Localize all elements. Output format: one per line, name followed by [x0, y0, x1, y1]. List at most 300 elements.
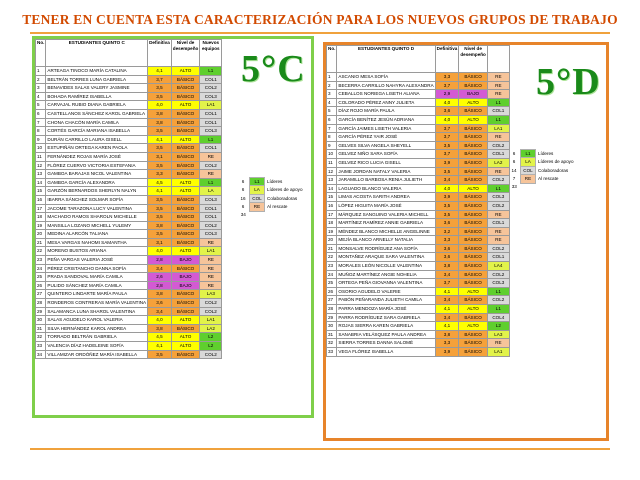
student-name: JACOME TARAZONA LUCY VALENTINA — [46, 204, 148, 213]
table-row — [327, 330, 510, 339]
final-grade: 3,7 — [435, 124, 459, 133]
legend-row — [237, 194, 305, 202]
row-num: 29 — [36, 307, 46, 316]
row-num: 8 — [36, 127, 46, 136]
final-grade: 4,0 — [148, 247, 172, 256]
performance-level: BÁSICO — [171, 213, 200, 222]
final-grade: 3,1 — [148, 152, 172, 161]
row-num: 15 — [36, 187, 46, 196]
row-num: 6 — [327, 115, 337, 124]
performance-level: BÁSICO — [459, 270, 488, 279]
team-code: LA2 — [200, 324, 222, 333]
table-row — [327, 210, 510, 219]
final-grade: 4,0 — [148, 101, 172, 110]
final-grade: 3,8 — [148, 290, 172, 299]
final-grade: 4,1 — [435, 322, 459, 331]
row-num: 2 — [36, 75, 46, 84]
performance-level: BÁSICO — [459, 124, 488, 133]
performance-level: BÁSICO — [171, 118, 200, 127]
table-row — [327, 158, 510, 167]
row-num: 7 — [36, 118, 46, 127]
group-c-legend — [237, 177, 305, 219]
table-row — [36, 247, 222, 256]
legend-row — [237, 186, 305, 194]
student-name: MÉNDEZ BLANCO MICHELLE ANGELINNE — [337, 227, 435, 236]
team-code: L1 — [200, 67, 222, 76]
legend-total-row — [237, 211, 305, 218]
student-name: VALENCIA DÍAZ HADELEINE SOFÍA — [46, 342, 148, 351]
legend-count: 6 — [512, 151, 516, 156]
legend-code: L1 — [521, 150, 536, 158]
row-num: 21 — [36, 238, 46, 247]
performance-level: BÁSICO — [459, 253, 488, 262]
team-code: L1 — [200, 135, 222, 144]
row-num: 16 — [327, 201, 337, 210]
table-row — [327, 348, 510, 357]
row-num: 4 — [327, 98, 337, 107]
table-row — [327, 141, 510, 150]
final-grade: 3,4 — [435, 296, 459, 305]
legend-row — [237, 178, 305, 186]
performance-level: BÁSICO — [171, 204, 200, 213]
row-num: 31 — [36, 324, 46, 333]
team-code: LA4 — [487, 262, 509, 271]
row-num: 2 — [327, 81, 337, 90]
group-c-table — [35, 39, 222, 359]
student-name: SANABRIA VELÁSQUEZ PAULA ANDREA — [337, 330, 435, 339]
student-name: PABÓN PEÑARANDA JULIETH CAMILA — [337, 296, 435, 305]
team-code: COL1 — [200, 213, 222, 222]
row-num: 26 — [327, 287, 337, 296]
performance-level: BÁSICO — [171, 109, 200, 118]
legend-text: Al rescate — [267, 204, 288, 210]
table-row — [327, 90, 510, 99]
performance-level: BÁSICO — [171, 161, 200, 170]
student-name: JARAMILLO BARBOSA RENIA JULIETH — [337, 176, 435, 185]
student-name: PARRA RODRÍGUEZ SARA GABRIELA — [337, 313, 435, 322]
table-row — [36, 204, 222, 213]
performance-level: BÁSICO — [171, 307, 200, 316]
table-row — [36, 221, 222, 230]
col-header-nivel: Nivel de desempeño — [459, 46, 488, 73]
row-num: 30 — [327, 322, 337, 331]
final-grade: 4,5 — [148, 333, 172, 342]
legend-text: Líderes de apoyo — [267, 187, 303, 193]
group-c-panel — [32, 36, 314, 418]
table-row — [36, 281, 222, 290]
team-code: COL1 — [200, 109, 222, 118]
group-d-rows — [327, 73, 510, 357]
col-header-nivel: Nivel de desempeño — [171, 40, 200, 67]
legend-text: Colaboradoras — [538, 167, 569, 173]
final-grade: 3,3 — [148, 170, 172, 179]
legend-code: LA — [521, 158, 536, 166]
performance-level: BAJO — [171, 273, 200, 282]
row-num: 8 — [327, 133, 337, 142]
performance-level: ALTO — [171, 342, 200, 351]
team-code: RE — [487, 167, 509, 176]
student-name: PÉREZ CRISTANCHO DANNA SOFÍA — [46, 264, 148, 273]
table-row — [36, 273, 222, 282]
table-row — [327, 98, 510, 107]
student-name: DURÁN CARRILLO LAURA GISELL — [46, 135, 148, 144]
row-num: 6 — [36, 109, 46, 118]
student-name: BELTRÁN TORRES LUNA GABRIELA — [46, 75, 148, 84]
performance-level: BÁSICO — [459, 167, 488, 176]
legend-row — [508, 175, 576, 183]
legend-text: Líderes — [267, 179, 283, 184]
final-grade: 4,1 — [435, 287, 459, 296]
final-grade: 4,0 — [148, 316, 172, 325]
row-num: 1 — [36, 67, 46, 76]
row-num: 14 — [36, 178, 46, 187]
student-name: CORTÉS GARCÍA MARIANA ISABELLA — [46, 127, 148, 136]
team-code: L1 — [487, 98, 509, 107]
table-row — [327, 313, 510, 322]
student-name: ESTUPIÑÁN ORTEGA KAREN PAOLA — [46, 144, 148, 153]
performance-level: BÁSICO — [171, 230, 200, 239]
legend-code: RE — [250, 203, 265, 211]
student-name: GAMBOA GARCÍA ALEXANDRA — [46, 178, 148, 187]
performance-level: BÁSICO — [171, 170, 200, 179]
final-grade: 3,7 — [435, 279, 459, 288]
performance-level: BAJO — [171, 281, 200, 290]
final-grade: 3,5 — [435, 167, 459, 176]
legend-total: 34 — [240, 212, 246, 218]
table-row — [36, 152, 222, 161]
performance-level: BÁSICO — [171, 290, 200, 299]
final-grade: 4,0 — [435, 115, 459, 124]
table-row — [327, 236, 510, 245]
table-row — [327, 133, 510, 142]
team-code: L1 — [487, 184, 509, 193]
team-code: COL4 — [487, 313, 509, 322]
performance-level: BÁSICO — [171, 238, 200, 247]
final-grade: 3,5 — [148, 92, 172, 101]
table-row — [327, 219, 510, 228]
row-num: 27 — [36, 290, 46, 299]
table-row — [36, 118, 222, 127]
final-grade: 3,5 — [148, 195, 172, 204]
table-row — [36, 144, 222, 153]
row-num: 28 — [36, 299, 46, 308]
student-name: MESA VARGAS NAHOMI SAMANTHA — [46, 238, 148, 247]
table-row — [327, 305, 510, 314]
legend-row — [508, 166, 576, 174]
performance-level: BÁSICO — [459, 133, 488, 142]
performance-level: BÁSICO — [171, 299, 200, 308]
team-code: COL3 — [200, 127, 222, 136]
final-grade: 2,8 — [148, 256, 172, 265]
final-grade: 3,5 — [148, 127, 172, 136]
performance-level: ALTO — [171, 135, 200, 144]
final-grade: 2,8 — [148, 281, 172, 290]
row-num: 5 — [36, 101, 46, 110]
group-d-table — [326, 45, 510, 357]
student-name: GELVEZ RICO LUCIA GISELL — [337, 158, 435, 167]
final-grade: 3,5 — [148, 350, 172, 359]
table-row — [327, 322, 510, 331]
performance-level: ALTO — [171, 187, 200, 196]
team-code: LA1 — [487, 348, 509, 357]
row-num: 19 — [327, 227, 337, 236]
row-num: 1 — [327, 73, 337, 82]
final-grade: 4,0 — [435, 184, 459, 193]
final-grade: 3,5 — [435, 210, 459, 219]
table-row — [36, 178, 222, 187]
performance-level: ALTO — [171, 333, 200, 342]
legend-count: 14 — [511, 167, 517, 173]
row-num: 20 — [36, 230, 46, 239]
row-num: 27 — [327, 296, 337, 305]
performance-level: BÁSICO — [459, 201, 488, 210]
performance-level: BÁSICO — [459, 141, 488, 150]
student-name: MEJÍA BLANCO ARNELLY NATALIA — [337, 236, 435, 245]
table-row — [327, 124, 510, 133]
final-grade: 3,8 — [148, 109, 172, 118]
table-row — [36, 264, 222, 273]
student-name: GARZÓN BERNARDOS SHERLYN NALYN — [46, 187, 148, 196]
final-grade: 3,6 — [435, 253, 459, 262]
performance-level: BÁSICO — [459, 219, 488, 228]
row-num: 26 — [36, 281, 46, 290]
final-grade: 3,4 — [148, 307, 172, 316]
student-name: BOHADA RAMÍREZ ISABELLA — [46, 92, 148, 101]
team-code: COL3 — [200, 230, 222, 239]
final-grade: 3,4 — [435, 313, 459, 322]
performance-level: BÁSICO — [459, 193, 488, 202]
performance-level: ALTO — [171, 316, 200, 325]
team-code: COL1 — [487, 253, 509, 262]
performance-level: BÁSICO — [459, 279, 488, 288]
performance-level: BÁSICO — [459, 330, 488, 339]
final-grade: 3,7 — [435, 150, 459, 159]
final-grade: 3,6 — [435, 107, 459, 116]
table-row — [327, 107, 510, 116]
row-num: 17 — [327, 210, 337, 219]
performance-level: BÁSICO — [171, 92, 200, 101]
student-name: MONTAÑEZ ARAQUE SARA VALENTINA — [337, 253, 435, 262]
student-name: ORTEGA PEÑA GIOVANNA VALENTINA — [337, 279, 435, 288]
final-grade: 4,1 — [148, 67, 172, 76]
student-name: PEÑA VARGAS VALERIA JOSÉ — [46, 256, 148, 265]
performance-level: BÁSICO — [171, 84, 200, 93]
team-code: L1 — [487, 287, 509, 296]
final-grade: 3,8 — [148, 118, 172, 127]
legend-count: 7 — [512, 176, 516, 182]
team-code: RE — [487, 133, 509, 142]
team-code: COL1 — [487, 219, 509, 228]
student-name: BENAVIDES SALAS VALERY JASMINE — [46, 84, 148, 93]
student-name: ARTEAGA TINOCO MARÍA CATALINA — [46, 67, 148, 76]
team-code: COL2 — [487, 270, 509, 279]
performance-level: ALTO — [171, 101, 200, 110]
student-name: TORRADO BELTRÁN GABRIELA — [46, 333, 148, 342]
legend-code: RE — [521, 175, 536, 183]
student-name: GARCÍA BENÍTEZ JESÚN ADRIANA — [337, 115, 435, 124]
team-code: LA3 — [200, 290, 222, 299]
student-name: CEBALLOS NORIEGA LISETH ALIANA — [337, 90, 435, 99]
performance-level: BÁSICO — [171, 324, 200, 333]
student-name: MANSILLA LOZANO MICHELL YULEMY — [46, 221, 148, 230]
final-grade: 3,4 — [435, 176, 459, 185]
row-num: 32 — [327, 339, 337, 348]
final-grade: 3,7 — [435, 133, 459, 142]
table-row — [36, 67, 222, 76]
legend-count: 6 — [241, 187, 245, 193]
table-row — [327, 279, 510, 288]
team-code: RE — [200, 238, 222, 247]
final-grade: 3,9 — [435, 348, 459, 357]
performance-level: ALTO — [459, 98, 488, 107]
table-row — [36, 230, 222, 239]
table-row — [36, 195, 222, 204]
row-num: 29 — [327, 313, 337, 322]
team-code: LA1 — [200, 247, 222, 256]
team-code: COL3 — [487, 193, 509, 202]
final-grade: 3,6 — [435, 244, 459, 253]
row-num: 33 — [327, 348, 337, 357]
team-code: COL1 — [487, 150, 509, 159]
row-num: 20 — [327, 236, 337, 245]
student-name: SALAMANCA LUNA SHAROL VALENTINA — [46, 307, 148, 316]
table-row — [36, 135, 222, 144]
table-row — [36, 256, 222, 265]
table-row — [36, 342, 222, 351]
col-header-def: Definitiva — [435, 46, 459, 73]
table-row — [327, 167, 510, 176]
student-name: RONDEROS CONTRERAS MARÍA VALENTINA — [46, 299, 148, 308]
performance-level: BÁSICO — [171, 221, 200, 230]
table-row — [327, 227, 510, 236]
table-row — [327, 73, 510, 82]
row-num: 24 — [36, 264, 46, 273]
performance-level: BÁSICO — [459, 244, 488, 253]
student-name: MORENO BUSTOS ARIANA — [46, 247, 148, 256]
team-code: L1 — [487, 305, 509, 314]
team-code: L1 — [200, 178, 222, 187]
student-name: COLORADO PÉREZ ANNY JULIETA — [337, 98, 435, 107]
col-header-name: ESTUDIANTES QUINTO C — [46, 40, 148, 67]
col-header-def: Definitiva — [148, 40, 172, 67]
table-row — [36, 299, 222, 308]
table-row — [327, 296, 510, 305]
final-grade: 2,9 — [435, 90, 459, 99]
student-name: ASCANIO MESA SOFÍA — [337, 73, 435, 82]
performance-level: BÁSICO — [459, 227, 488, 236]
row-num: 25 — [327, 279, 337, 288]
team-code: COL1 — [487, 107, 509, 116]
final-grade: 3,5 — [148, 161, 172, 170]
final-grade: 3,5 — [435, 201, 459, 210]
final-grade: 3,3 — [435, 236, 459, 245]
student-name: LAGUADO BLANCO VALERIA — [337, 184, 435, 193]
row-num: 18 — [327, 219, 337, 228]
team-code: RE — [487, 73, 509, 82]
row-num: 3 — [327, 90, 337, 99]
final-grade: 3,1 — [148, 238, 172, 247]
student-name: PARRA MENDOZA MARÍA JOSÉ — [337, 305, 435, 314]
team-code: RE — [200, 281, 222, 290]
team-code: COL1 — [200, 118, 222, 127]
performance-level: ALTO — [459, 322, 488, 331]
team-code: RE — [200, 152, 222, 161]
legend-text: Al rescate — [538, 176, 559, 182]
team-code: LA — [200, 187, 222, 196]
team-code: COL2 — [487, 201, 509, 210]
student-name: MORALES LEÓN NICOLLE VALENTINA — [337, 262, 435, 271]
final-grade: 2,6 — [148, 273, 172, 282]
student-name: PRADA SANDOVAL MARÍA CAMILA — [46, 273, 148, 282]
team-code: RE — [487, 236, 509, 245]
student-name: FLÓREZ CUERVO VICTORIA ESTEFANIA — [46, 161, 148, 170]
row-num: 15 — [327, 193, 337, 202]
table-row — [36, 333, 222, 342]
table-row — [327, 270, 510, 279]
final-grade: 3,7 — [435, 81, 459, 90]
team-code: RE — [487, 90, 509, 99]
student-name: ROJAS SIERRA KAREN GABRIELA — [337, 322, 435, 331]
student-name: MARTÍNEZ RAMÍREZ ANNIE GABRIELA — [337, 219, 435, 228]
table-row — [36, 127, 222, 136]
table-row — [36, 290, 222, 299]
student-name: BECERRA CARRILLO NAHYRA ALEXANDRA — [337, 81, 435, 90]
legend-count: 6 — [241, 179, 245, 184]
table-row — [327, 262, 510, 271]
performance-level: ALTO — [459, 287, 488, 296]
table-row — [36, 170, 222, 179]
performance-level: BÁSICO — [171, 152, 200, 161]
team-code: L2 — [200, 342, 222, 351]
performance-level: BÁSICO — [459, 339, 488, 348]
table-row — [327, 339, 510, 348]
col-header-num: No. — [327, 46, 337, 73]
legend-code: COL — [250, 194, 265, 202]
student-name: IBARRA SÁNCHEZ SOLMAR SOFÍA — [46, 195, 148, 204]
final-grade: 3,4 — [435, 270, 459, 279]
final-grade: 3,5 — [148, 213, 172, 222]
row-num: 10 — [327, 150, 337, 159]
team-code: L2 — [200, 333, 222, 342]
table-row — [327, 201, 510, 210]
team-code: RE — [487, 227, 509, 236]
row-num: 14 — [327, 184, 337, 193]
student-name: SILVA HERNÁNDEZ KAROL ANDREA — [46, 324, 148, 333]
student-name: VEGA FLÓREZ ISABELLA — [337, 348, 435, 357]
team-code: RE — [200, 170, 222, 179]
performance-level: BÁSICO — [171, 144, 200, 153]
row-num: 31 — [327, 330, 337, 339]
performance-level: BÁSICO — [459, 150, 488, 159]
team-code: COL1 — [200, 204, 222, 213]
legend-count: 6 — [241, 204, 245, 210]
student-name: QUINTERO LINDARTE MARÍA PAULA — [46, 290, 148, 299]
legend-code: LA — [250, 186, 265, 194]
table-row — [36, 316, 222, 325]
row-num: 3 — [36, 84, 46, 93]
row-num: 18 — [36, 213, 46, 222]
legend-code: L1 — [250, 178, 265, 186]
legend-row — [508, 150, 576, 158]
table-row — [36, 161, 222, 170]
table-row — [327, 253, 510, 262]
team-code: COL3 — [200, 195, 222, 204]
performance-level: BÁSICO — [171, 127, 200, 136]
row-num: 25 — [36, 273, 46, 282]
team-code: COL2 — [200, 307, 222, 316]
final-grade: 3,8 — [148, 324, 172, 333]
performance-level: BÁSICO — [459, 158, 488, 167]
